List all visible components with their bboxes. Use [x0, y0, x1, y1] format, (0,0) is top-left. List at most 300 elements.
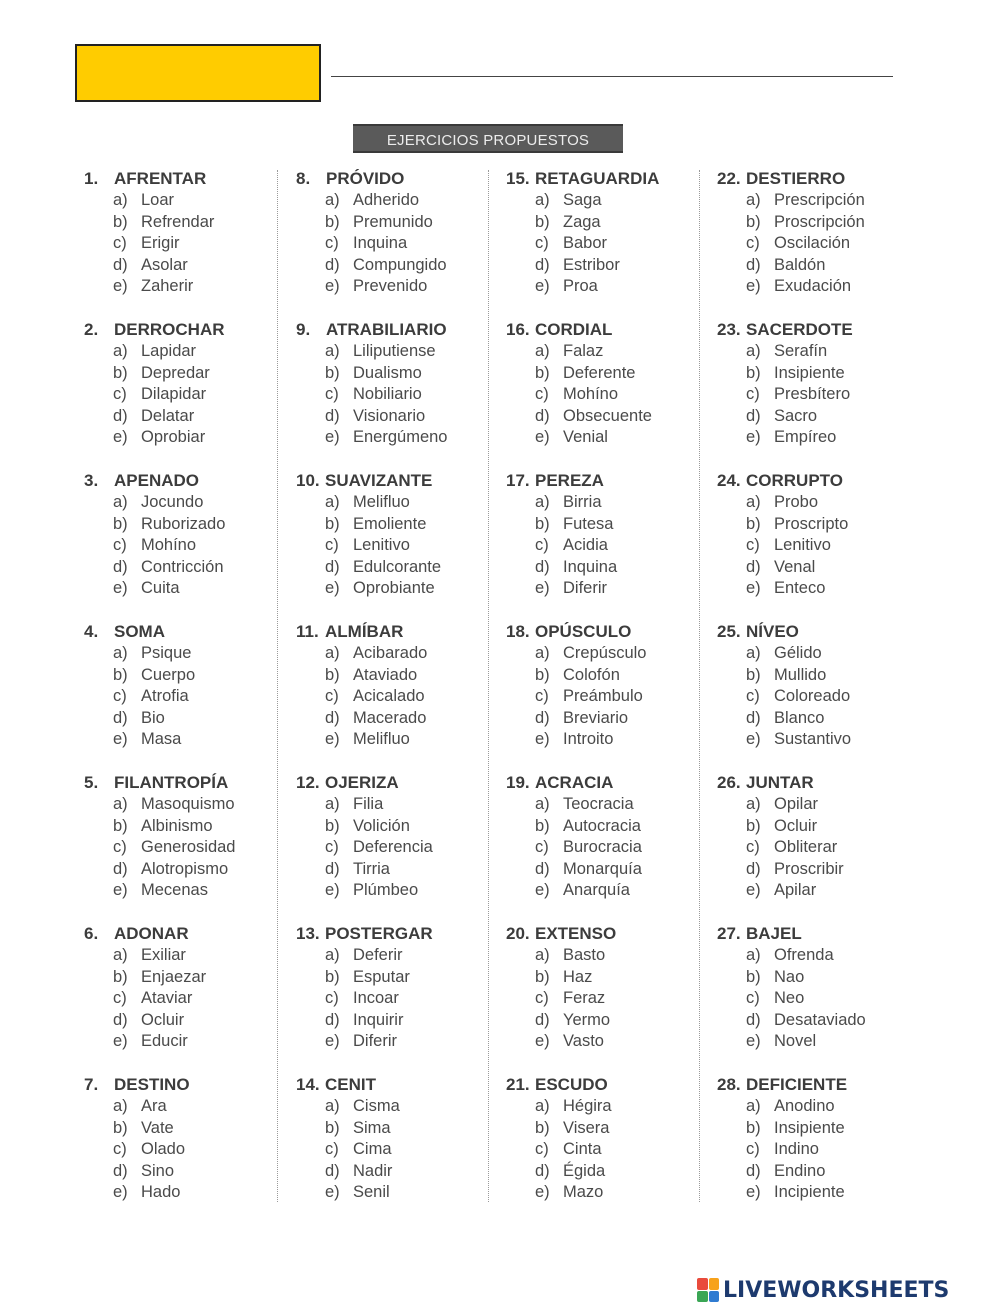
question-word: BAJEL: [746, 924, 802, 943]
answer-option[interactable]: [506, 1010, 716, 1032]
option-letter: b): [325, 212, 340, 231]
answer-option[interactable]: [84, 1031, 294, 1053]
answer-option[interactable]: [506, 363, 716, 385]
option-letter: b): [113, 1118, 128, 1137]
answer-option[interactable]: [506, 816, 716, 838]
question-number: 12.: [296, 773, 320, 792]
option-letter: e): [325, 730, 340, 749]
option-letter: d): [325, 708, 340, 727]
question-number: 8.: [296, 169, 311, 188]
option-text: Ofrenda: [774, 946, 834, 964]
question-word: RETAGUARDIA: [535, 169, 660, 188]
option-letter: b): [535, 1118, 550, 1137]
answer-option[interactable]: [296, 341, 506, 363]
answer-option[interactable]: [717, 967, 927, 989]
option-text: Ocluir: [141, 1010, 185, 1029]
option-letter: d): [535, 708, 550, 727]
answer-option[interactable]: [84, 212, 294, 234]
option-letter: c): [325, 838, 339, 857]
option-letter: e): [535, 881, 550, 900]
answer-option[interactable]: [506, 212, 716, 234]
option-letter: b): [746, 514, 761, 533]
question-word: NÍVEO: [746, 622, 799, 641]
liveworksheets-icon: [697, 1278, 719, 1302]
option-letter: d): [325, 557, 340, 576]
answer-option[interactable]: [296, 816, 506, 838]
option-letter: e): [746, 277, 761, 296]
option-text: Ataviar: [141, 989, 193, 1008]
answer-option[interactable]: [296, 578, 506, 600]
option-letter: a): [325, 1097, 340, 1115]
answer-option[interactable]: [296, 190, 506, 212]
answer-option[interactable]: [717, 535, 927, 557]
option-text: Vate: [141, 1118, 174, 1137]
option-letter: d): [113, 1010, 128, 1029]
answer-option[interactable]: [296, 384, 506, 406]
answer-option[interactable]: [296, 967, 506, 989]
question-block: [84, 470, 294, 600]
option-letter: a): [113, 1097, 128, 1115]
option-text: Vasto: [563, 1032, 604, 1051]
option-letter: a): [325, 191, 340, 209]
question-block: [296, 319, 506, 449]
answer-option[interactable]: [296, 1031, 506, 1053]
logo-text: LIVEWORKSHEETS: [723, 1277, 950, 1303]
question-number: 5.: [84, 773, 99, 792]
answer-option[interactable]: [84, 1010, 294, 1032]
question-block: [506, 1074, 716, 1204]
answer-option[interactable]: [717, 837, 927, 859]
answer-option[interactable]: [296, 859, 506, 881]
option-letter: b): [325, 967, 340, 986]
answer-option[interactable]: [84, 535, 294, 557]
answer-option[interactable]: [506, 643, 716, 665]
option-letter: b): [325, 665, 340, 684]
answer-option[interactable]: [296, 363, 506, 385]
option-letter: b): [113, 967, 128, 986]
answer-option[interactable]: [296, 880, 506, 902]
answer-option[interactable]: [296, 729, 506, 751]
option-letter: b): [113, 514, 128, 533]
question-number: 13.: [296, 924, 320, 943]
option-letter: c): [113, 385, 127, 404]
question-word: OJERIZA: [325, 773, 399, 792]
answer-option[interactable]: [506, 384, 716, 406]
answer-option[interactable]: [84, 557, 294, 579]
answer-option[interactable]: [717, 557, 927, 579]
answer-option[interactable]: [717, 729, 927, 751]
answer-option[interactable]: [296, 837, 506, 859]
answer-option[interactable]: [84, 816, 294, 838]
answer-option[interactable]: [296, 492, 506, 514]
option-text: Deferencia: [353, 838, 433, 857]
answer-option[interactable]: [717, 384, 927, 406]
answer-option[interactable]: [296, 1010, 506, 1032]
option-letter: b): [535, 212, 550, 231]
option-text: Cuita: [141, 579, 180, 598]
answer-option[interactable]: [717, 578, 927, 600]
option-letter: c): [325, 234, 339, 253]
option-text: Lapidar: [141, 342, 197, 360]
option-letter: c): [746, 989, 760, 1008]
option-letter: a): [325, 795, 340, 813]
answer-option[interactable]: [717, 880, 927, 902]
option-text: Burocracia: [563, 838, 642, 857]
answer-option[interactable]: [506, 859, 716, 881]
option-letter: a): [535, 946, 550, 964]
answer-option[interactable]: [84, 837, 294, 859]
answer-option[interactable]: [717, 363, 927, 385]
option-letter: b): [746, 665, 761, 684]
question-block: [84, 772, 294, 902]
option-letter: a): [325, 342, 340, 360]
option-text: Depredar: [141, 363, 210, 382]
answer-option[interactable]: [84, 341, 294, 363]
answer-option[interactable]: [296, 1182, 506, 1204]
answer-option[interactable]: [506, 708, 716, 730]
answer-option[interactable]: [506, 1161, 716, 1183]
question-number: 17.: [506, 471, 530, 490]
answer-option[interactable]: [84, 988, 294, 1010]
option-text: Ruborizado: [141, 514, 226, 533]
option-letter: e): [746, 1032, 761, 1051]
answer-option[interactable]: [717, 686, 927, 708]
answer-option[interactable]: [506, 729, 716, 751]
option-letter: a): [113, 795, 128, 813]
option-text: Cima: [353, 1140, 392, 1159]
answer-option[interactable]: [717, 341, 927, 363]
option-text: Mohíno: [141, 536, 197, 555]
option-text: Coloreado: [774, 687, 851, 706]
option-text: Neo: [774, 989, 805, 1008]
option-letter: a): [535, 644, 550, 662]
answer-option[interactable]: [506, 967, 716, 989]
answer-option[interactable]: [717, 1010, 927, 1032]
answer-option[interactable]: [717, 190, 927, 212]
answer-option[interactable]: [717, 945, 927, 967]
answer-option[interactable]: [506, 578, 716, 600]
option-text: Volición: [353, 816, 410, 835]
answer-option[interactable]: [296, 427, 506, 449]
option-text: Mecenas: [141, 881, 208, 900]
option-text: Proscribir: [774, 859, 844, 878]
answer-option[interactable]: [717, 988, 927, 1010]
answer-option[interactable]: [506, 1118, 716, 1140]
answer-option[interactable]: [717, 665, 927, 687]
question-word: DESTINO: [114, 1075, 190, 1094]
answer-option[interactable]: [506, 794, 716, 816]
answer-option[interactable]: [84, 1161, 294, 1183]
answer-option[interactable]: [84, 514, 294, 536]
answer-option[interactable]: [296, 1096, 506, 1118]
option-text: Novel: [774, 1032, 817, 1051]
option-letter: c): [535, 838, 549, 857]
answer-option[interactable]: [296, 945, 506, 967]
answer-option[interactable]: [296, 276, 506, 298]
answer-option[interactable]: [296, 1118, 506, 1140]
answer-option[interactable]: [506, 686, 716, 708]
option-text: Blanco: [774, 708, 825, 727]
answer-option[interactable]: [84, 686, 294, 708]
answer-option[interactable]: [717, 643, 927, 665]
option-text: Cinta: [563, 1140, 602, 1159]
question-number: 18.: [506, 622, 530, 641]
answer-option[interactable]: [84, 859, 294, 881]
answer-option[interactable]: [84, 794, 294, 816]
answer-option[interactable]: [296, 233, 506, 255]
question-block: [84, 621, 294, 751]
option-letter: a): [325, 946, 340, 964]
answer-option[interactable]: [717, 255, 927, 277]
answer-option[interactable]: [84, 945, 294, 967]
option-text: Generosidad: [141, 838, 236, 857]
answer-option[interactable]: [296, 1139, 506, 1161]
answer-option[interactable]: [84, 967, 294, 989]
answer-option[interactable]: [84, 1118, 294, 1140]
question-title: [84, 772, 294, 794]
answer-option[interactable]: [84, 578, 294, 600]
option-letter: e): [535, 1032, 550, 1051]
option-letter: b): [746, 363, 761, 382]
answer-option[interactable]: [506, 945, 716, 967]
option-letter: d): [746, 708, 761, 727]
answer-option[interactable]: [84, 880, 294, 902]
question-title: [296, 319, 506, 341]
answer-option[interactable]: [717, 1118, 927, 1140]
option-letter: a): [746, 191, 761, 209]
question-word: ESCUDO: [535, 1075, 608, 1094]
question-word: ALMÍBAR: [325, 622, 404, 641]
answer-option[interactable]: [84, 190, 294, 212]
answer-option[interactable]: [296, 514, 506, 536]
option-text: Introito: [563, 730, 614, 749]
answer-option[interactable]: [84, 665, 294, 687]
option-text: Olado: [141, 1140, 186, 1159]
question-title: [506, 621, 716, 643]
option-letter: b): [746, 816, 761, 835]
option-text: Jocundo: [141, 493, 204, 511]
answer-option[interactable]: [506, 557, 716, 579]
answer-option[interactable]: [84, 1096, 294, 1118]
option-text: Plúmbeo: [353, 881, 419, 900]
question-word: DEFICIENTE: [746, 1075, 848, 1094]
answer-option[interactable]: [84, 233, 294, 255]
option-letter: e): [535, 1183, 550, 1202]
option-text: Proscripción: [774, 212, 865, 231]
option-text: Babor: [563, 234, 608, 253]
option-text: Venial: [563, 428, 608, 447]
option-letter: e): [325, 1183, 340, 1202]
answer-option[interactable]: [506, 406, 716, 428]
answer-option[interactable]: [717, 233, 927, 255]
answer-option[interactable]: [506, 514, 716, 536]
option-text: Inquirir: [353, 1010, 404, 1029]
answer-option[interactable]: [506, 190, 716, 212]
question-title: [717, 470, 927, 492]
answer-option[interactable]: [506, 535, 716, 557]
answer-option[interactable]: [717, 1161, 927, 1183]
option-text: Diferir: [563, 579, 607, 598]
question-number: 19.: [506, 773, 530, 792]
answer-option[interactable]: [717, 514, 927, 536]
option-letter: e): [325, 1032, 340, 1051]
option-letter: b): [113, 665, 128, 684]
answer-option[interactable]: [506, 665, 716, 687]
option-letter: c): [113, 687, 127, 706]
option-text: Insipiente: [774, 363, 845, 382]
answer-option[interactable]: [717, 406, 927, 428]
answer-option[interactable]: [296, 988, 506, 1010]
answer-option[interactable]: [296, 708, 506, 730]
answer-option[interactable]: [506, 837, 716, 859]
option-text: Basto: [563, 946, 606, 964]
answer-option[interactable]: [296, 255, 506, 277]
answer-option[interactable]: [84, 276, 294, 298]
option-letter: d): [325, 1010, 340, 1029]
answer-option[interactable]: [296, 1161, 506, 1183]
answer-option[interactable]: [84, 492, 294, 514]
answer-option[interactable]: [506, 1139, 716, 1161]
option-letter: b): [113, 212, 128, 231]
question-title: [717, 621, 927, 643]
option-letter: c): [746, 536, 760, 555]
option-text: Esputar: [353, 967, 410, 986]
answer-option[interactable]: [506, 276, 716, 298]
question-title: [296, 470, 506, 492]
option-text: Obliterar: [774, 838, 838, 857]
answer-option[interactable]: [717, 859, 927, 881]
answer-option[interactable]: [84, 729, 294, 751]
option-text: Teocracia: [563, 795, 634, 813]
answer-option[interactable]: [296, 794, 506, 816]
question-word: SACERDOTE: [746, 320, 853, 339]
answer-option[interactable]: [296, 665, 506, 687]
question-block: [717, 621, 927, 751]
option-letter: e): [535, 730, 550, 749]
option-text: Educir: [141, 1032, 188, 1051]
option-text: Macerado: [353, 708, 427, 727]
option-letter: c): [113, 1140, 127, 1159]
option-text: Feraz: [563, 989, 606, 1008]
liveworksheets-logo: [697, 1276, 949, 1304]
option-letter: a): [746, 795, 761, 813]
option-text: Preámbulo: [563, 687, 643, 706]
answer-option[interactable]: [84, 427, 294, 449]
option-letter: b): [535, 967, 550, 986]
option-text: Oscilación: [774, 234, 851, 253]
answer-option[interactable]: [506, 341, 716, 363]
option-text: Enteco: [774, 579, 826, 598]
option-letter: e): [746, 428, 761, 447]
option-letter: d): [535, 557, 550, 576]
answer-option[interactable]: [717, 1182, 927, 1204]
answer-option[interactable]: [717, 708, 927, 730]
answer-option[interactable]: [506, 1031, 716, 1053]
answer-option[interactable]: [84, 643, 294, 665]
answer-option[interactable]: [717, 276, 927, 298]
answer-option[interactable]: [717, 1031, 927, 1053]
question-number: 23.: [717, 320, 741, 339]
option-letter: d): [325, 1161, 340, 1180]
option-text: Oprobiar: [141, 428, 206, 447]
answer-option[interactable]: [506, 233, 716, 255]
option-letter: a): [113, 191, 128, 209]
option-letter: e): [535, 579, 550, 598]
answer-option[interactable]: [506, 880, 716, 902]
option-letter: d): [325, 859, 340, 878]
answer-option[interactable]: [296, 643, 506, 665]
option-text: Inquina: [563, 557, 618, 576]
option-text: Exudación: [774, 277, 852, 296]
answer-option[interactable]: [296, 406, 506, 428]
option-letter: c): [746, 838, 760, 857]
question-block: [717, 470, 927, 600]
option-text: Falaz: [563, 342, 604, 360]
option-letter: d): [746, 255, 761, 274]
option-letter: c): [535, 989, 549, 1008]
answer-option[interactable]: [717, 816, 927, 838]
answer-option[interactable]: [296, 686, 506, 708]
option-text: Autocracia: [563, 816, 641, 835]
question-word: APENADO: [114, 471, 200, 490]
option-letter: e): [113, 730, 128, 749]
answer-option[interactable]: [506, 255, 716, 277]
option-letter: b): [535, 665, 550, 684]
answer-option[interactable]: [717, 492, 927, 514]
answer-option[interactable]: [717, 1096, 927, 1118]
answer-option[interactable]: [84, 384, 294, 406]
option-letter: e): [325, 579, 340, 598]
answer-option[interactable]: [84, 1139, 294, 1161]
section-title: EJERCICIOS PROPUESTOS: [353, 124, 623, 153]
option-letter: a): [746, 1097, 761, 1115]
option-text: Refrendar: [141, 212, 215, 231]
answer-option[interactable]: [717, 212, 927, 234]
question-number: 14.: [296, 1075, 320, 1094]
option-letter: e): [113, 428, 128, 447]
answer-option[interactable]: [296, 535, 506, 557]
answer-option[interactable]: [717, 1139, 927, 1161]
question-number: 4.: [84, 622, 99, 641]
answer-option[interactable]: [84, 708, 294, 730]
answer-option[interactable]: [296, 212, 506, 234]
answer-option[interactable]: [506, 427, 716, 449]
answer-option[interactable]: [717, 427, 927, 449]
answer-option[interactable]: [506, 492, 716, 514]
answer-option[interactable]: [84, 406, 294, 428]
answer-option[interactable]: [717, 794, 927, 816]
answer-option[interactable]: [506, 988, 716, 1010]
option-letter: d): [113, 255, 128, 274]
answer-option[interactable]: [84, 255, 294, 277]
answer-option[interactable]: [84, 1182, 294, 1204]
option-letter: d): [746, 406, 761, 425]
question-block: [84, 923, 294, 1053]
option-text: Masa: [141, 730, 182, 749]
question-title: [717, 319, 927, 341]
option-letter: e): [113, 1183, 128, 1202]
question-title: [296, 1074, 506, 1096]
answer-option[interactable]: [506, 1096, 716, 1118]
answer-option[interactable]: [84, 363, 294, 385]
question-word: CORRUPTO: [746, 471, 843, 490]
option-letter: c): [535, 536, 549, 555]
answer-option[interactable]: [506, 1182, 716, 1204]
option-text: Mullido: [774, 665, 827, 684]
option-letter: a): [113, 946, 128, 964]
answer-option[interactable]: [296, 557, 506, 579]
question-title: [506, 319, 716, 341]
